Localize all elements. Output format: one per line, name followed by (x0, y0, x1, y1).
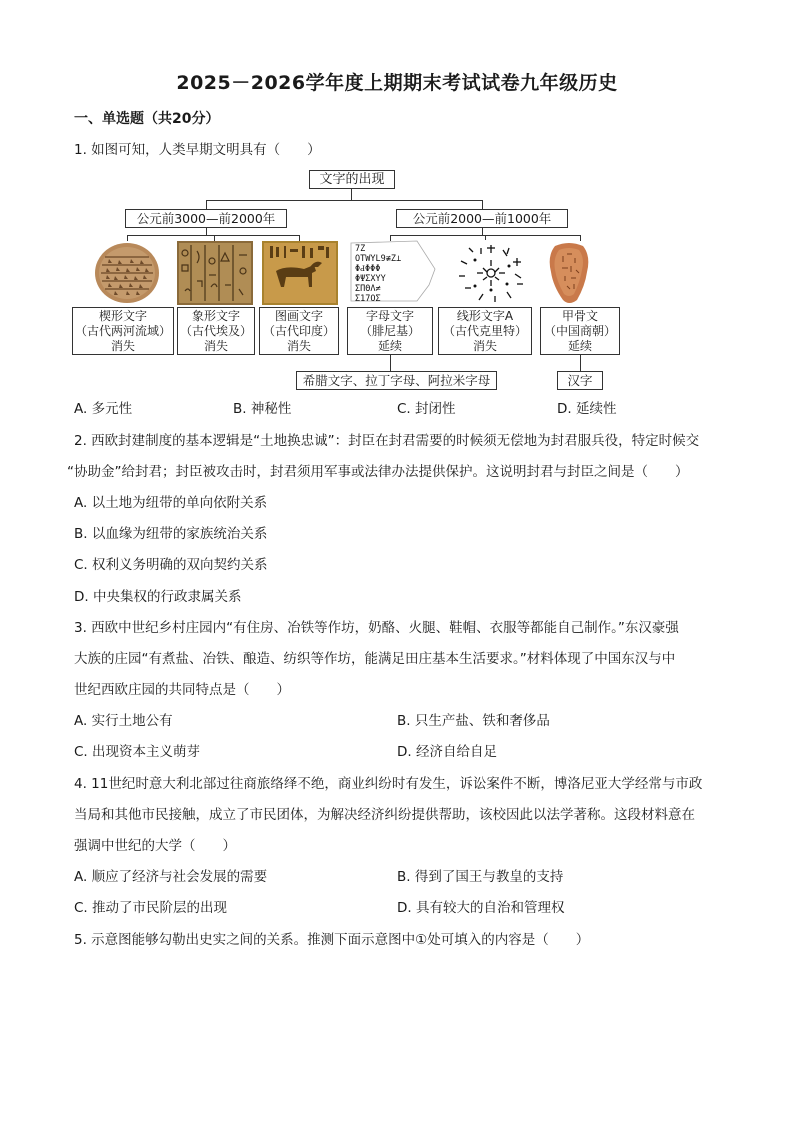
script-box-phoenician (347, 307, 433, 355)
script-status: 延续 (567, 339, 592, 353)
script-name: 图画文字 (274, 309, 323, 323)
script-origin: （古代两河流域） (74, 324, 171, 338)
q1-option-a[interactable]: A. 多元性 (74, 401, 133, 417)
script-status: 消失 (472, 339, 497, 353)
script-name: 线形文字A (456, 309, 514, 323)
glyph-line: ΦΨΣΧΥΥ (355, 274, 386, 284)
q4-option-d[interactable]: D. 具有较大的自治和管理权 (397, 900, 565, 916)
q2-option-b[interactable]: B. 以血缘为纽带的家族统治关系 (74, 526, 268, 542)
connector (206, 200, 483, 201)
script-box-oracle (540, 307, 620, 355)
q2-option-c[interactable]: C. 权利义务明确的双向契约关系 (74, 557, 268, 573)
q1-option-c[interactable]: C. 封闭性 (397, 401, 456, 417)
script-box-cuneiform (72, 307, 174, 355)
glyph-line: OTWYL9≢Z⊥ (355, 254, 402, 264)
script-origin: （中国商朝） (543, 324, 616, 338)
q2-stem-line: 2. 西欧封建制度的基本逻辑是“土地换忠诚”：封臣在封君需要的时候须无偿地为封君服兵役，特定时候交 (74, 433, 700, 449)
script-box-hieroglyph (177, 307, 255, 355)
script-origin: （古代埃及） (179, 324, 252, 338)
q5-stem-line: 5. 示意图能够勾勒出史实之间的关系。推测下面示意图中①处可填入的内容是（ ） (74, 932, 590, 948)
q2-option-d[interactable]: D. 中央集权的行政隶属关系 (74, 589, 242, 605)
glyph-line: Σ17OΣ (355, 294, 381, 304)
q1-option-d[interactable]: D. 延续性 (557, 401, 617, 417)
era-left-box: 公元前3000—前2000年 (125, 209, 287, 228)
q3-stem-line: 世纪西欧庄园的共同特点是（ ） (74, 682, 290, 698)
q3-option-a[interactable]: A. 实行土地公有 (74, 713, 173, 729)
glyph-line: ΣΠΘΛ≠ (355, 284, 381, 294)
alphabet-descendants-box: 希腊文字、拉丁字母、阿拉米字母 (296, 371, 497, 390)
script-name: 字母文字 (365, 309, 414, 323)
q4-stem-line: 强调中世纪的大学（ ） (74, 838, 236, 854)
script-status: 消失 (286, 339, 311, 353)
connector (482, 228, 483, 235)
script-status: 消失 (203, 339, 228, 353)
q1-option-b[interactable]: B. 神秘性 (233, 401, 292, 417)
glyph-line: ΦԀΦΦΦ (355, 264, 381, 274)
script-box-linear-a (438, 307, 532, 355)
script-origin: （古代印度） (262, 324, 335, 338)
connector (390, 355, 391, 371)
script-status: 延续 (377, 339, 402, 353)
connector (482, 200, 483, 209)
era-right-box: 公元前2000—前1000年 (396, 209, 568, 228)
hieroglyph-image (177, 241, 253, 305)
script-status: 消失 (110, 339, 135, 353)
q2-stem-line: “协助金”给封君；封臣被攻击时，封君须用军事或法律办法提供保护。这说明封君与封臣之间是（ ） (67, 464, 689, 480)
script-name: 楔形文字 (98, 309, 147, 323)
q4-option-a[interactable]: A. 顺应了经济与社会发展的需要 (74, 869, 268, 885)
q4-stem-line: 当局和其他市民接触，成立了市民团体，为解决经济纠纷提供帮助，该校因此以法学著称。这段材料意在 (74, 807, 695, 823)
q1-stem: 1. 如图可知，人类早期文明具有（ ） (74, 142, 321, 158)
script-origin: （腓尼基） (359, 324, 420, 338)
q2-option-a[interactable]: A. 以土地为纽带的单向依附关系 (74, 495, 268, 511)
glyph-line: 7Z (355, 244, 366, 254)
chinese-characters-box: 汉字 (557, 371, 603, 390)
script-name: 甲骨文 (561, 309, 598, 323)
indus-seal-image (262, 241, 338, 305)
connector (206, 228, 207, 235)
q3-option-c[interactable]: C. 出现资本主义萌芽 (74, 744, 201, 760)
script-box-indus (259, 307, 339, 355)
script-origin: （古代克里特） (442, 324, 527, 338)
q4-stem-line: 4. 11世纪时意大利北部过往商旅络绎不绝，商业纠纷时有发生，诉讼案件不断，博洛尼亚大学经常与市政 (74, 776, 703, 792)
q4-option-c[interactable]: C. 推动了市民阶层的出现 (74, 900, 228, 916)
connector (580, 355, 581, 371)
diagram-root: 文字的出现 (309, 170, 395, 189)
q4-option-b[interactable]: B. 得到了国王与教皇的支持 (397, 869, 564, 885)
connector (206, 200, 207, 209)
phoenician-script-image (347, 239, 439, 305)
q3-option-b[interactable]: B. 只生产盐、铁和奢侈品 (397, 713, 550, 729)
page-title: 2025－2026学年度上期期末考试试卷九年级历史 (176, 72, 618, 94)
connector (351, 189, 352, 200)
oracle-bone-image (545, 240, 593, 306)
q3-stem-line: 3. 西欧中世纪乡村庄园内“有住房、冶铁等作坊，奶酪、火腿、鞋帽、衣服等都能自己制作。”东汉豪强 (74, 620, 679, 636)
linear-a-disc-image (451, 240, 531, 306)
q3-stem-line: 大族的庄园“有煮盐、冶铁、酿造、纺织等作坊，能满足田庄基本生活要求。”材料体现了中国东汉与中 (74, 651, 676, 667)
section-heading: 一、单选题（共20分） (74, 111, 220, 127)
q3-option-d[interactable]: D. 经济自给自足 (397, 744, 497, 760)
cuneiform-tablet-image (93, 241, 161, 305)
script-name: 象形文字 (191, 309, 240, 323)
